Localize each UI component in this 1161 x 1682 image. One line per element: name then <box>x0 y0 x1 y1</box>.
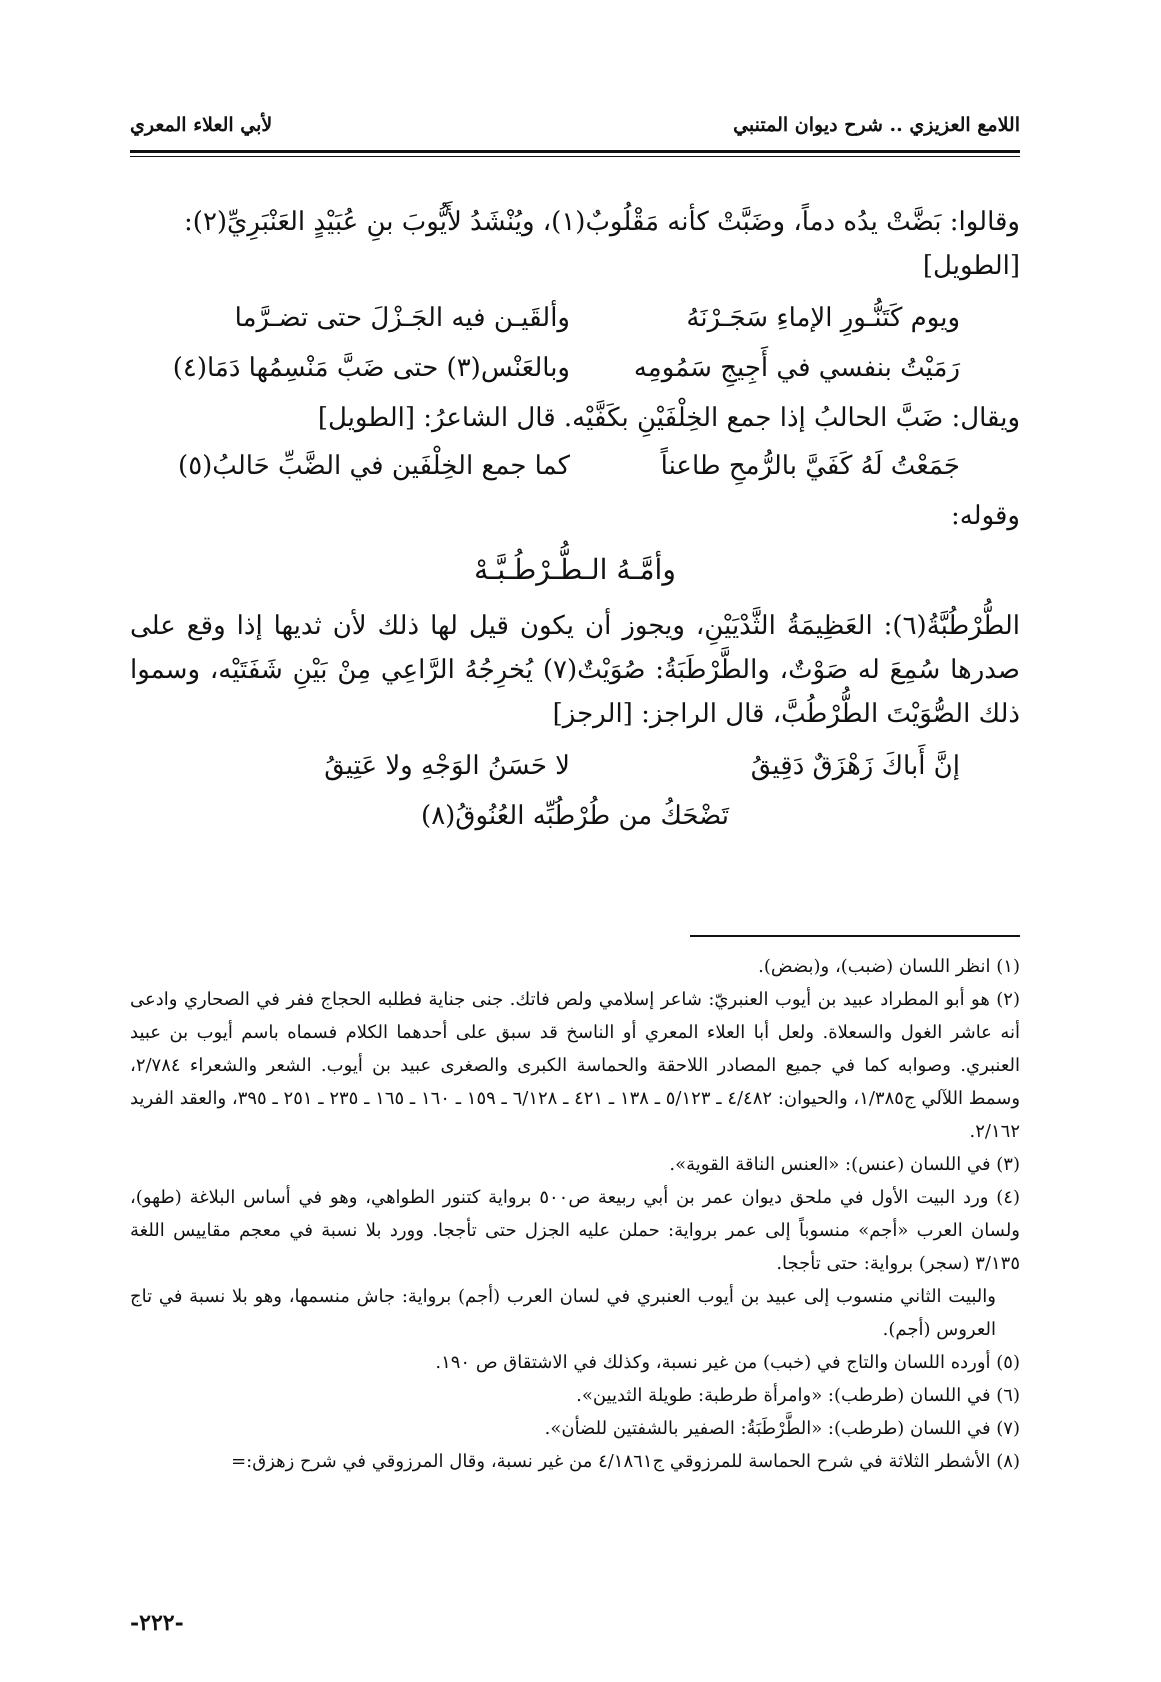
page-number: -٢٢٢- <box>130 1610 184 1636</box>
paragraph-2: ويقال: ضَبَّ الحالبُ إذا جمع الخِلْفَيْنِ بكَفَّيْه. قال الشاعرُ: [الطويل] <box>317 403 1020 433</box>
footnote-5: (٥) أورده اللسان والتاج في (خبب) من غير نسبة، وكذلك في الاشتقاق ص ١٩٠. <box>435 1352 1020 1373</box>
paragraph-1: وقالوا: بَضَّتْ يدُه دماً، وضَبَّتْ كأنه مَقْلُوبٌ(١)، ويُنْشَدُ لأَيُّوبَ بنِ عُبَيْدٍ العَنْبَرِيِّ(٢): <box>184 207 1020 237</box>
footnote-8: (٨) الأشطر الثلاثة في شرح الحماسة للمرزوقي ج٤/١٨٦١ من غير نسبة، وقال المرزوقي في شرح زهزق:= <box>231 1451 1020 1472</box>
footnote-4: (٤) ورد البيت الأول في ملحق ديوان عمر بن أبي ربيعة ص٥٠٠ برواية كتنور الطواهي، وهو في أساس البلاغة (طهو)، ولسان العرب «أجم» منسوباً إلى عمر برواية: حملن عليه الجزل حتى تأججا. وورد بلا نسبة في معجم مقاييس اللغة ٣/١٣٥ (سجر) برواية: حتى تأججا. <box>130 1187 1020 1274</box>
footnote-4-continued: والبيت الثاني منسوب إلى عبيد بن أيوب العنبري في لسان العرب (أجم) برواية: جاش منسمها، وهو بلا نسبة في تاج العروس (أجم). <box>130 1286 996 1340</box>
footnote-2: (٢) هو أبو المطراد عبيد بن أيوب العنبريّ: شاعر إسلامي ولص فاتك. جنى جناية فطلبه الحجاج ففر في الصحاري وادعى أنه عاشر الغول والسعلاة. ولعل أبا العلاء المعري أو الناسخ قد سبق على أحدهما الكلام فسماه باسم أيوب بن عبيد العنبري. وصوابه كما في جميع المصادر اللاحقة والحماسة الكبرى والصغرى عبيد بن أيوب. الشعر والشعراء ٢/٧٨٤، وسمط اللآلي ج١/٣٨٥، والحيوان: ٤/٤٨٢ ـ ٥/١٢٣ ـ ١٣٨ ـ ٤٢١ ـ ٦/١٢٨ ـ ١٥٩ ـ ١٦٠ ـ ١٦٥ ـ ٢٣٥ ـ ٢٥١ ـ ٣٩٥، والعقد الفريد ٢/١٦٢. <box>130 989 1021 1142</box>
header-rule-thin <box>130 156 1020 157</box>
verse-3 <box>130 444 1020 494</box>
verse-3-hemistich-1: جَمَعْتُ لَهُ كَفَيَّ بالرُّمحِ طاعناً <box>660 451 960 481</box>
footnote-6: (٦) في اللسان (طرطب): «وامرأة طرطبة: طويلة الثديين». <box>576 1385 1020 1406</box>
verse-5: تَضْحَكُ من طُرْطُبِّه العُنُوقُ(٨) <box>421 801 729 831</box>
verse-1-hemistich-2: وألقَيـن فيه الجَـزْلَ حتى تضـرَّما <box>234 303 570 333</box>
verse-1 <box>130 296 1020 346</box>
footnote-rule <box>690 935 1020 937</box>
main-text <box>130 200 1020 838</box>
footnote-1: (١) انظر اللسان (ضبب)، و(بضض). <box>758 956 1020 977</box>
verse-2-hemistich-2: وبالعَنْس(٣) حتى ضَبَّ مَنْسِمُها دَمَا(٤) <box>172 353 570 383</box>
running-header <box>130 108 1020 148</box>
verse-2 <box>130 346 1020 396</box>
verse-4-hemistich-1: إنَّ أَباكَ زَهْزَقٌ دَقِيقُ <box>750 751 960 781</box>
author-name: لأبي العلاء المعري <box>130 114 273 136</box>
verse-1-hemistich-1: ويوم كَتَنُّـورِ الإماءِ سَجَـرْنَهُ <box>686 303 960 333</box>
book-title: اللامع العزيزي .. شرح ديوان المتنبي <box>733 114 1020 136</box>
footnote-3: (٣) في اللسان (عنس): «العنس الناقة القوية». <box>669 1154 1020 1175</box>
paragraph-4: الطُّرْطُبَّةُ(٦): العَظِيمَةُ الثَّدْيَيْنِ، ويجوز أن يكون قيل لها ذلك لأن ثديها إذا وقع على صدرها سُمِعَ له صَوْتٌ، والطَّرْطَبَةُ: صُوَيْتٌ(٧) يُخرِجُهُ الرَّاعِي مِنْ بَيْنِ شَفَتَيْه، وسموا ذلك الصُّوَيْتَ الطُّرْطُبَّ، قال الراجز: [الرجز] <box>130 611 1020 729</box>
paragraph-3: وقوله: <box>950 501 1020 531</box>
footnotes <box>130 950 1020 1478</box>
header-rule <box>130 150 1020 153</box>
verse-4 <box>130 744 1020 794</box>
meter-label: [الطويل] <box>922 251 1020 281</box>
verse-4-hemistich-2: لا حَسَنُ الوَجْهِ ولا عَتِيقُ <box>324 751 570 781</box>
verse-2-hemistich-1: رَمَيْتُ بنفسي في أَجِيجِ سَمُومِه <box>633 353 960 383</box>
footnote-7: (٧) في اللسان (طرطب): «الطَّرْطَبَةُ: الصفير بالشفتين للضأن». <box>544 1418 1020 1439</box>
quoted-verse-center: وأمَّـهُ الـطُّـرْطُـبَّـهْ <box>474 553 676 586</box>
verse-3-hemistich-2: كما جمع الخِلْفَين في الضَّبِّ حَالبُ(٥) <box>178 451 570 481</box>
